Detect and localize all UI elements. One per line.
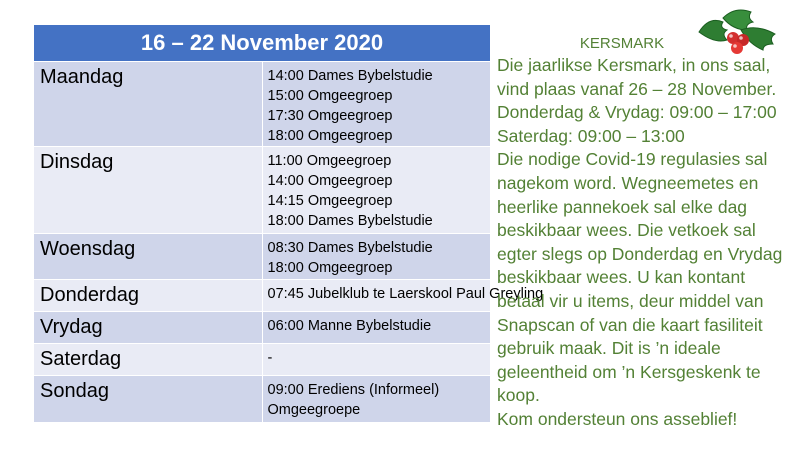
day-label: Maandag bbox=[34, 62, 263, 147]
event-item: 11:00 Omgeegroep bbox=[267, 153, 392, 169]
notice-line: Donderdag & Vrydag: 09:00 – 17:00 bbox=[497, 102, 777, 123]
day-row-woensdag bbox=[34, 234, 491, 280]
schedule-title: 16 – 22 November 2020 bbox=[34, 25, 491, 62]
day-events bbox=[262, 147, 491, 234]
event-item: 09:00 Erediens (Informeel) bbox=[267, 382, 440, 398]
day-events bbox=[262, 234, 491, 280]
event-item: 14:00 Dames Bybelstudie bbox=[267, 68, 433, 84]
day-label: Woensdag bbox=[34, 234, 263, 280]
event-item: 14:00 Omgeegroep bbox=[267, 173, 393, 189]
notice-line: heerlike pannekoek sal elke dag bbox=[497, 196, 748, 217]
notice-line: geleentheid om ’n Kersgeskenk te bbox=[497, 361, 761, 382]
notice-line: nagekom word. Wegneemetes en bbox=[497, 172, 759, 193]
day-events bbox=[262, 376, 491, 423]
day-label: Saterdag bbox=[34, 344, 263, 376]
notice-title: KERSMARK bbox=[579, 35, 665, 52]
event-item: 07:45 Jubelklub te Laerskool Paul Greyling bbox=[267, 286, 544, 302]
event-item: 15:00 Omgeegroep bbox=[267, 88, 393, 104]
day-events bbox=[262, 344, 491, 376]
day-row-saterdag bbox=[34, 344, 491, 376]
notice-line: Saterdag: 09:00 – 13:00 bbox=[497, 125, 685, 146]
event-item: 18:00 Dames Bybelstudie bbox=[267, 213, 433, 229]
day-row-donderdag bbox=[34, 280, 491, 312]
day-row-sondag bbox=[34, 376, 491, 423]
notice-line: gebruik maak. Dit is ’n ideale bbox=[497, 338, 721, 359]
day-label: Donderdag bbox=[34, 280, 263, 312]
event-item: 18:00 Omgeegroep bbox=[267, 260, 393, 276]
event-item: 06:00 Manne Bybelstudie bbox=[267, 318, 432, 334]
day-events bbox=[262, 62, 491, 147]
day-label: Vrydag bbox=[34, 312, 263, 344]
notice-line: koop. bbox=[497, 385, 540, 406]
notice-line: Die nodige Covid-19 regulasies sal bbox=[497, 149, 768, 170]
notice-line: Kom ondersteun ons asseblief! bbox=[497, 408, 738, 429]
day-label: Sondag bbox=[34, 376, 263, 423]
day-events bbox=[262, 280, 544, 312]
notice-line: betaal vir u items, deur middel van bbox=[497, 290, 764, 311]
notice-line: beskikbaar wees. Die vetkoek sal bbox=[497, 220, 756, 241]
notice-line: egter slegs op Donderdag en Vrydag bbox=[497, 243, 783, 264]
event-item: Omgeegroepe bbox=[267, 402, 361, 418]
day-row-maandag bbox=[34, 62, 491, 147]
notice-line: Snapscan of van die kaart fasiliteit bbox=[497, 314, 763, 335]
event-item: 17:30 Omgeegroep bbox=[267, 108, 393, 124]
event-item: 14:15 Omgeegroep bbox=[267, 193, 393, 209]
day-label: Dinsdag bbox=[34, 147, 263, 234]
christmas-market-notice bbox=[497, 34, 797, 432]
event-item: 18:00 Omgeegroep bbox=[267, 128, 393, 144]
day-row-vrydag bbox=[34, 312, 491, 344]
event-item: 08:30 Dames Bybelstudie bbox=[267, 240, 433, 256]
notice-line: Die jaarlikse Kersmark, in ons saal, bbox=[497, 55, 771, 75]
day-row-dinsdag bbox=[34, 147, 491, 234]
event-item: - bbox=[267, 350, 273, 366]
notice-line: beskikbaar wees. U kan kontant bbox=[497, 267, 746, 288]
day-events bbox=[262, 312, 491, 344]
notice-line: vind plaas vanaf 26 – 28 November. bbox=[497, 78, 777, 99]
